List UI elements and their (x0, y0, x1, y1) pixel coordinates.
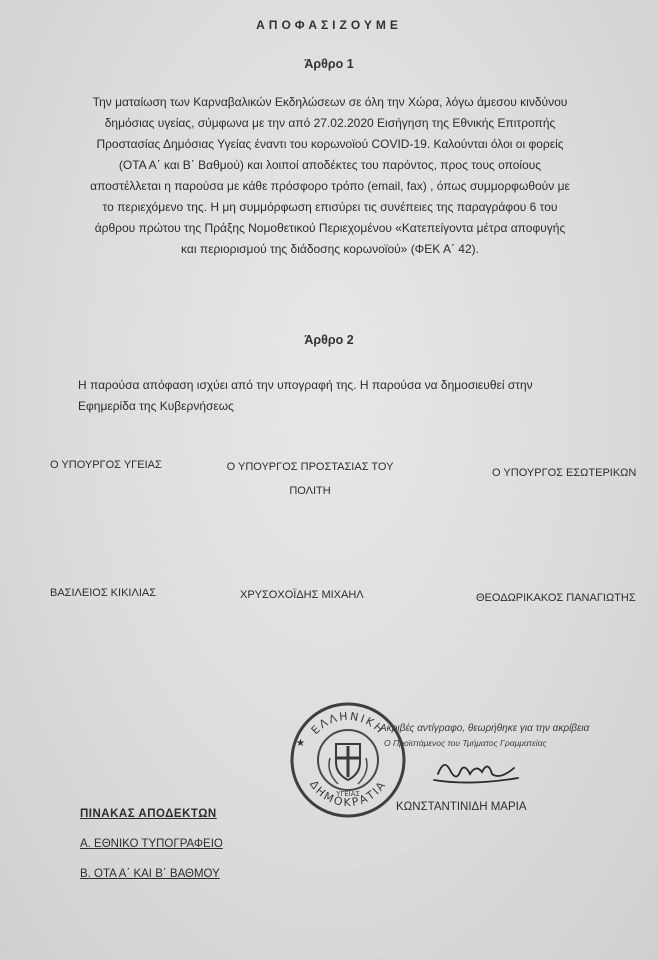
certification-line: Ακριβές αντίγραφο, θεωρήθηκε για την ακρίβεια (380, 723, 590, 734)
handwritten-signature (430, 752, 520, 788)
coat-of-arms-icon (329, 744, 367, 784)
protection-title-line: ΠΟΛΙΤΗ (289, 485, 331, 497)
health-minister-name: ΒΑΣΙΛΕΙΟΣ ΚΙΚΙΛΙΑΣ (50, 587, 157, 599)
article-1-line: το περιεχόμενο της. Η μη συμμόρφωση επισύρει τις συνέπειες της παραγράφου 6 του (102, 200, 558, 214)
article-1-line: δημόσιας υγείας, σύμφωνα με την από 27.02.2020 Εισήγηση της Εθνικής Επιτροπής (104, 116, 556, 130)
protection-title-line: Ο ΥΠΟΥΡΓΟΣ ΠΡΟΣΤΑΣΙΑΣ ΤΟΥ (226, 461, 394, 473)
article-1-line: και περιορισμού της διάδοσης κορωνοϊού» (ΦΕΚ Α΄ 42). (181, 242, 479, 256)
article-1-line: άρθρου πρώτου της Πράξης Νομοθετικού Περιεχομένου «Κατεπείγοντα μέτρα αποφυγής (94, 221, 566, 235)
seal-top-text: ΕΛΛΗΝΙΚΗ (308, 709, 388, 738)
article-1-line: αποστέλλεται η παρούσα με κάθε πρόσφορο τρόπο (email, fax) , όπως συμμορφωθούν με (90, 179, 570, 193)
article-2-title: Άρθρο 2 (304, 333, 354, 347)
article-2-body (78, 375, 618, 417)
recipient-item: Β. ΟΤΑ Α΄ ΚΑΙ Β΄ ΒΑΘΜΟΥ (80, 868, 220, 880)
recipient-item: Α. ΕΘΝΙΚΟ ΤΥΠΟΓΡΑΦΕΙΟ (80, 838, 223, 850)
protection-minister-title (220, 461, 400, 497)
protection-minister-name: ΧΡΥΣΟΧΟΪΔΗΣ ΜΙΧΑΗΛ (240, 589, 364, 601)
certifier-name: ΚΩΝΣΤΑΝΤΙΝΙΔΗ ΜΑΡΙΑ (396, 801, 527, 813)
article-1-line: Την ματαίωση των Καρναβαλικών Εκδηλώσεων σε όλη την Χώρα, λόγω άμεσου κινδύνου (92, 95, 568, 109)
interior-minister-title: Ο ΥΠΟΥΡΓΟΣ ΕΣΩΤΕΡΙΚΩΝ (492, 467, 637, 479)
star-icon: ★ (296, 738, 305, 749)
article-1-body (74, 92, 586, 260)
article-1-line: (ΟΤΑ Α΄ και Β΄ Βαθμού) και λοιποί αποδέκτες του παρόντος, προς τους οποίους (118, 158, 542, 172)
svg-text:ΕΛΛΗΝΙΚΗ (309, 710, 388, 737)
article-1-line: Προστασίας Δημόσιας Υγείας έναντι του κορωνοϊού COVID-19. Καλούνται όλοι οι φορείς (96, 137, 564, 151)
seal-inner-text: ΥΓΕΙΑΣ (336, 790, 360, 798)
health-minister-title: Ο ΥΠΟΥΡΓΟΣ ΥΓΕΙΑΣ (50, 459, 162, 471)
article-1-title: Άρθρο 1 (304, 57, 354, 71)
interior-minister-name: ΘΕΟΔΩΡΙΚΑΚΟΣ ΠΑΝΑΓΙΩΤΗΣ (476, 592, 636, 604)
official-seal (288, 700, 408, 820)
seal-bottom-text: ΔΗΜΟΚΡΑΤΙΑ (307, 777, 389, 810)
decision-heading: ΑΠΟΦΑΣΙΖΟΥΜΕ (256, 18, 402, 32)
certification-role: Ο Προϊστάμενος του Τμήματος Γραμματείας (384, 738, 547, 748)
article-2-line: Η παρούσα απόφαση ισχύει από την υπογραφή της. Η παρούσα να δημοσιευθεί στην (78, 378, 533, 392)
recipients-list (80, 808, 223, 898)
recipients-title: ΠΙΝΑΚΑΣ ΑΠΟΔΕΚΤΩΝ (80, 808, 217, 820)
article-2-line: Εφημερίδα της Κυβερνήσεως (78, 399, 234, 413)
